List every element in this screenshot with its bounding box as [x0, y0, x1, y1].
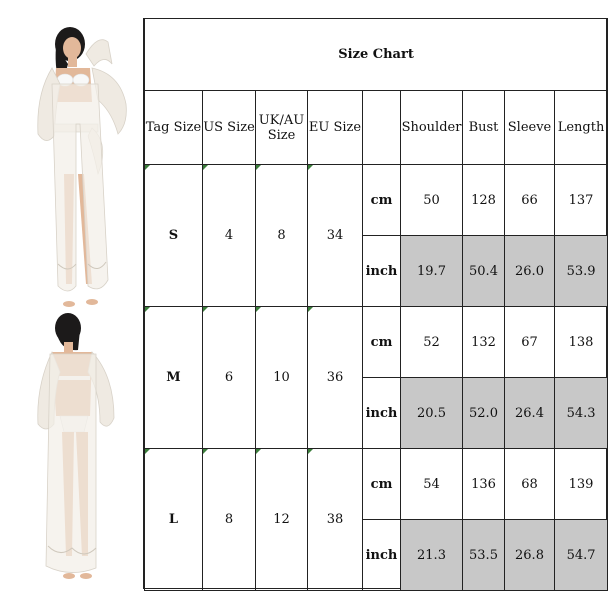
- sleeve-cm-cell: 67: [505, 307, 555, 378]
- eu-size-cell: 38: [308, 449, 363, 591]
- length-cm-cell: 139: [555, 449, 608, 520]
- ukau-size-cell: 10: [256, 307, 308, 449]
- header-shoulder: Shoulder: [401, 91, 463, 165]
- shoulder-cm-cell: 52: [401, 307, 463, 378]
- length-inch-cell: 53.9: [555, 236, 608, 307]
- eu-size-cell: 36: [308, 307, 363, 449]
- unit-inch-cell: inch: [363, 520, 401, 591]
- shoulder-cm-cell: 50: [401, 165, 463, 236]
- tag-size-cell: S: [145, 165, 203, 307]
- sleeve-cm-cell: 68: [505, 449, 555, 520]
- header-tag-size: Tag Size: [145, 91, 203, 165]
- us-size-cell: 4: [203, 165, 256, 307]
- header-sleeve: Sleeve: [505, 91, 555, 165]
- shoulder-cm-cell: 54: [401, 449, 463, 520]
- unit-cm-cell: cm: [363, 449, 401, 520]
- eu-size-cell: 34: [308, 165, 363, 307]
- header-us-size: US Size: [203, 91, 256, 165]
- header-unit-blank: [363, 91, 401, 165]
- shoulder-inch-cell: 20.5: [401, 378, 463, 449]
- size-chart-title: Size Chart: [145, 19, 608, 91]
- sleeve-cm-cell: 66: [505, 165, 555, 236]
- bust-cm-cell: 136: [463, 449, 505, 520]
- header-length: Length: [555, 91, 608, 165]
- bust-cm-cell: 132: [463, 307, 505, 378]
- model-back-photo: [30, 306, 134, 584]
- bust-inch-cell: 52.0: [463, 378, 505, 449]
- bust-cm-cell: 128: [463, 165, 505, 236]
- unit-cm-cell: cm: [363, 307, 401, 378]
- unit-cm-cell: cm: [363, 165, 401, 236]
- header-bust: Bust: [463, 91, 505, 165]
- bust-inch-cell: 53.5: [463, 520, 505, 591]
- sleeve-inch-cell: 26.4: [505, 378, 555, 449]
- length-inch-cell: 54.3: [555, 378, 608, 449]
- ukau-size-cell: 8: [256, 165, 308, 307]
- header-ukau-line1: UK/AU: [258, 112, 305, 128]
- tag-size-cell: M: [145, 307, 203, 449]
- shoulder-inch-cell: 19.7: [401, 236, 463, 307]
- shoulder-inch-cell: 21.3: [401, 520, 463, 591]
- ukau-size-cell: 12: [256, 449, 308, 591]
- header-ukau-size: [256, 91, 308, 165]
- tag-size-cell: L: [145, 449, 203, 591]
- us-size-cell: 8: [203, 449, 256, 591]
- length-inch-cell: 54.7: [555, 520, 608, 591]
- unit-inch-cell: inch: [363, 378, 401, 449]
- bust-inch-cell: 50.4: [463, 236, 505, 307]
- size-chart-table: [144, 18, 608, 591]
- model-front-photo: [28, 24, 134, 309]
- header-eu-size: EU Size: [308, 91, 363, 165]
- sleeve-inch-cell: 26.8: [505, 520, 555, 591]
- header-ukau-line2: Size: [267, 127, 296, 143]
- length-cm-cell: 137: [555, 165, 608, 236]
- us-size-cell: 6: [203, 307, 256, 449]
- product-photo-column: [18, 18, 144, 589]
- length-cm-cell: 138: [555, 307, 608, 378]
- sleeve-inch-cell: 26.0: [505, 236, 555, 307]
- unit-inch-cell: inch: [363, 236, 401, 307]
